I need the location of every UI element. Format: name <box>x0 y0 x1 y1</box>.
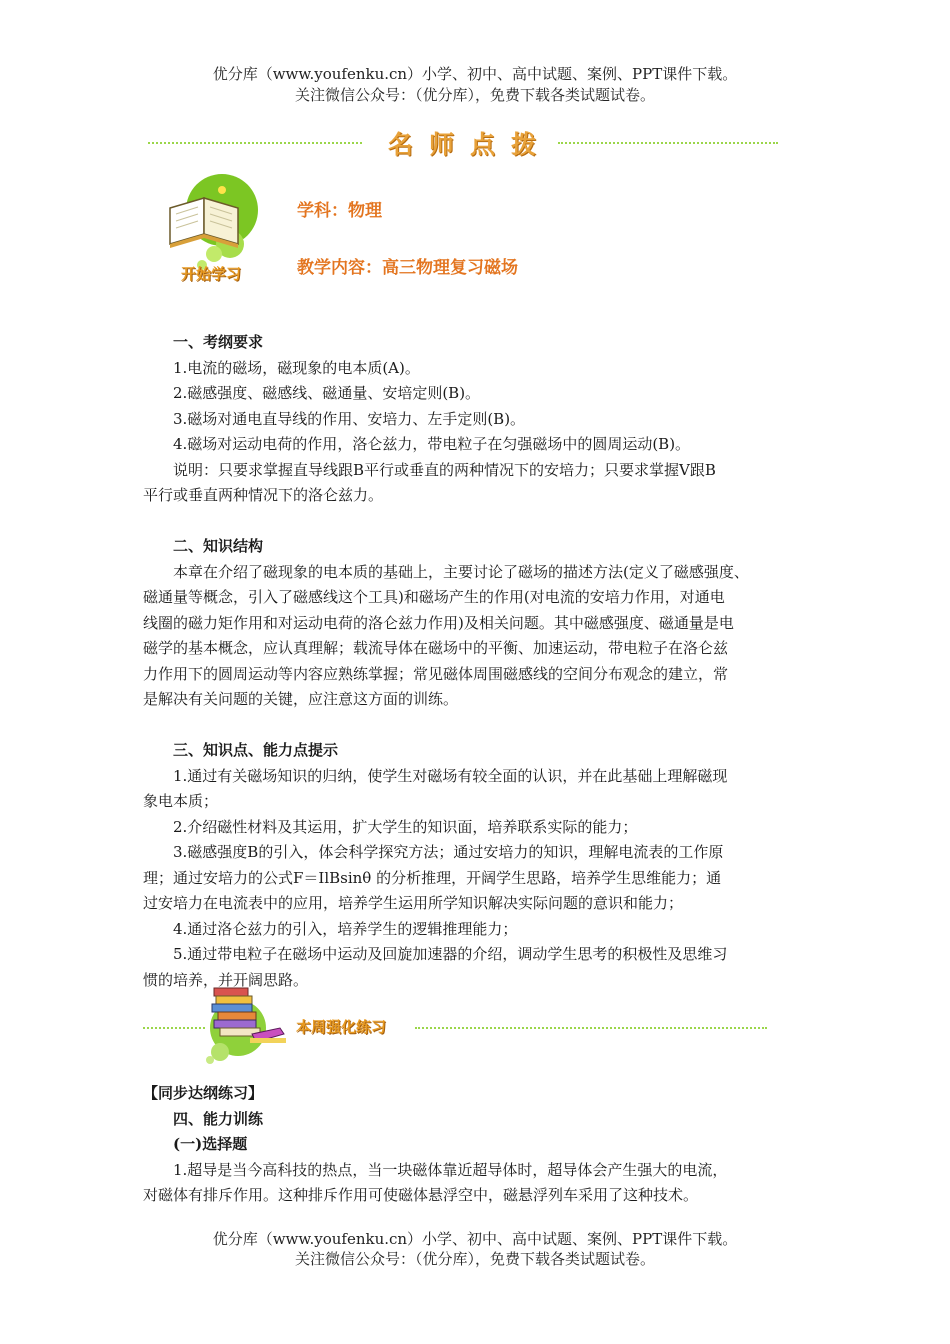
banner-divider-right <box>558 142 778 144</box>
banner-title: 名师点拨 <box>388 130 553 159</box>
logo-label: 开始学习 <box>181 265 242 283</box>
banner-divider-left <box>148 142 362 144</box>
section2-line: 力作用下的圆周运动等内容应熟练掌握；常见磁体周围磁感线的空间分布观念的建立，常 <box>143 664 729 683</box>
section3-item1-line-1: 1.通过有关磁场知识的归纳，使学生对磁场有较全面的认识，并在此基础上理解磁现 <box>173 766 728 785</box>
practice-divider-left <box>143 1027 205 1029</box>
header-line-2: 关注微信公众号：（优分库），免费下载各类试题试卷。 <box>294 86 655 104</box>
section3-item3-line-3: 过安培力在电流表中的应用，培养学生运用所学知识解决实际问题的意识和能力； <box>143 894 684 912</box>
main-content <box>143 330 815 993</box>
section4-heading: 四、能力训练 <box>173 1109 264 1128</box>
question-1-line-2: 对磁体有排斥作用。这种排斥作用可使磁体悬浮空中，磁悬浮列车采用了这种技术。 <box>143 1186 699 1204</box>
list-item: 2.磁感强度、磁感线、磁通量、安培定则(B)。 <box>173 384 481 402</box>
section1-note-line-2: 平行或垂直两种情况下的洛仑兹力。 <box>143 486 384 504</box>
list-item: 1.电流的磁场，磁现象的电本质(A)。 <box>173 358 420 377</box>
header-line-1: 优分库（www.youfenku.cn）小学、初中、高中试题、案例、PPT课件下载。 <box>212 65 738 83</box>
list-item: 4.磁场对运动电荷的作用，洛仑兹力，带电粒子在匀强磁场中的圆周运动(B)。 <box>173 435 691 453</box>
section2-line: 本章在介绍了磁现象的电本质的基础上，主要讨论了磁场的描述方法(定义了磁感强度、 <box>173 562 749 581</box>
section2-line: 线圈的磁力矩作用和对运动电荷的洛仑兹力作用)及相关问题。其中磁感强度、磁通量是电 <box>143 613 734 632</box>
practice-section <box>143 1081 815 1209</box>
section1-heading: 一、考纲要求 <box>173 333 264 351</box>
section3-heading: 三、知识点、能力点提示 <box>173 741 339 759</box>
section3-item2: 2.介绍磁性材料及其运用，扩大学生的知识面，培养联系实际的能力； <box>173 817 638 836</box>
section3-item3-line-1: 3.磁感强度B的引入，体会科学探究方法；通过安培力的知识，理解电流表的工作原 <box>173 843 724 861</box>
book-stack-icon <box>200 980 295 1065</box>
list-item: 3.磁场对通电直导线的作用、安培力、左手定则(B)。 <box>173 409 526 428</box>
teaching-content-line: 教学内容：高三物理复习磁场 <box>297 258 518 278</box>
subject-line: 学科：物理 <box>297 201 382 221</box>
footer-line-2: 关注微信公众号：（优分库），免费下载各类试题试卷。 <box>294 1250 655 1268</box>
section2-line: 磁学的基本概念，应认真理解；载流导体在磁场中的平衡、加速运动，带电粒子在洛仑兹 <box>143 639 729 657</box>
section2-heading: 二、知识结构 <box>173 537 264 555</box>
question-1-line-1: 1.超导是当今高科技的热点，当一块磁体靠近超导体时，超导体会产生强大的电流， <box>173 1160 728 1179</box>
section3-item3-line-2: 理；通过安培力的公式F＝IlBsinθ 的分析推理，开阔学生思路，培养学生思维能力；通 <box>143 868 722 887</box>
section3-item5-line-1: 5.通过带电粒子在磁场中运动及回旋加速器的介绍，调动学生思考的积极性及思维习 <box>173 945 728 963</box>
section1-note-line-1: 说明：只要求掌握直导线跟B平行或垂直的两种情况下的安培力；只要求掌握V跟B <box>173 460 716 479</box>
choice-subheading: (一)选择题 <box>173 1135 248 1153</box>
practice-banner-title: 本周强化练习 <box>296 1018 387 1036</box>
section3-item4: 4.通过洛仑兹力的引入，培养学生的逻辑推理能力； <box>173 919 518 938</box>
section2-line: 是解决有关问题的关键，应注意这方面的训练。 <box>143 690 459 708</box>
section3-item1-line-2: 象电本质； <box>143 792 219 810</box>
section2-line: 磁通量等概念，引入了磁感线这个工具)和磁场产生的作用(对电流的安培力作用，对通电 <box>143 588 725 606</box>
footer-line-1: 优分库（www.youfenku.cn）小学、初中、高中试题、案例、PPT课件下载。 <box>212 1230 738 1248</box>
section3-item5-line-2: 惯的培养，并开阔思路。 <box>143 970 309 989</box>
practice-bracket-heading: 【同步达纲练习】 <box>143 1084 264 1102</box>
practice-divider-right <box>415 1027 767 1029</box>
